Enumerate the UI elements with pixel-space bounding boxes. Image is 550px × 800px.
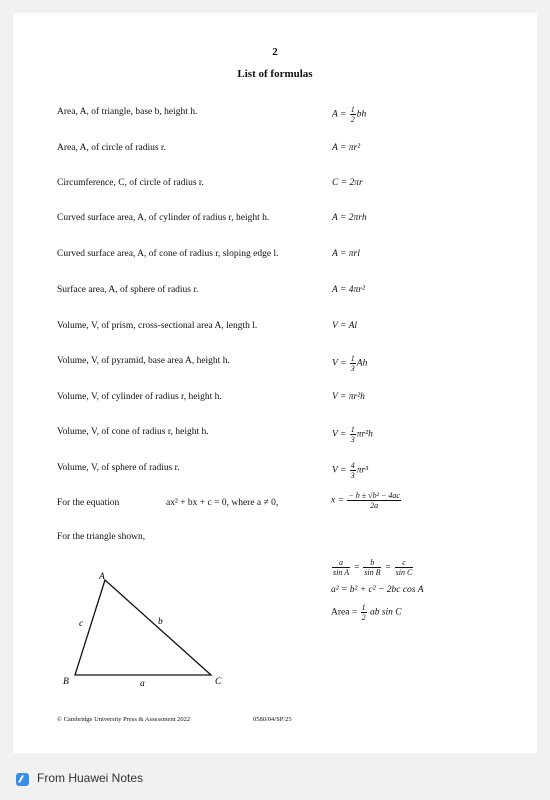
side-b-label: b xyxy=(158,617,163,627)
sine-rule-den-b: sin B xyxy=(364,568,381,577)
side-c-label: c xyxy=(79,619,84,629)
formula-lhs: V = xyxy=(332,465,347,476)
fraction-numerator: 1 xyxy=(350,425,355,434)
notes-icon xyxy=(16,773,29,786)
formula-expression xyxy=(332,354,367,373)
document-code: 0580/04/SP/25 xyxy=(253,716,292,723)
formula-lhs: C = 2πr xyxy=(332,178,363,188)
equation-label: For the equation xyxy=(57,498,120,508)
formula-expression xyxy=(332,105,366,124)
formula-fraction xyxy=(350,425,356,444)
vertex-c-label: C xyxy=(215,677,222,687)
formula-row xyxy=(57,461,527,481)
formula-expression xyxy=(332,176,363,190)
quadratic-fraction xyxy=(347,491,401,510)
formula-rhs: πr²h xyxy=(356,429,373,440)
fraction-numerator: 1 xyxy=(350,354,355,363)
fraction-denominator: 3 xyxy=(350,435,355,444)
sine-rule-num-c: c xyxy=(395,558,414,568)
source-bar xyxy=(0,753,550,800)
formula-row xyxy=(57,105,527,125)
fraction-numerator: 4 xyxy=(350,461,355,470)
fraction-numerator: 1 xyxy=(350,105,355,114)
formula-rhs: bh xyxy=(356,109,367,120)
triangle-formulas xyxy=(331,558,424,630)
formula-row xyxy=(57,247,527,267)
page-title: List of formulas xyxy=(237,68,313,80)
area-denominator: 2 xyxy=(361,613,366,622)
sine-rule-num-b: b xyxy=(363,558,381,568)
formula-lhs: V = xyxy=(332,358,347,369)
formula-description: Volume, V, of sphere of radius r. xyxy=(57,463,180,473)
formula-row xyxy=(57,176,527,196)
formula-expression xyxy=(332,283,365,297)
formula-lhs: V = πr²h xyxy=(332,392,365,402)
page-number: 2 xyxy=(272,46,278,58)
formula-row xyxy=(57,283,527,303)
formula-fraction xyxy=(350,105,356,124)
formula-expression xyxy=(332,390,365,404)
formula-expression xyxy=(332,425,373,444)
source-text: From Huawei Notes xyxy=(37,771,144,785)
formula-description: Volume, V, of prism, cross-sectional area A, length l. xyxy=(57,321,258,331)
copyright-text: © Cambridge University Press & Assessment 2022 xyxy=(57,716,191,723)
area-rhs: ab sin C xyxy=(369,607,402,618)
formula-row xyxy=(57,141,527,161)
sine-rule: $\frac{a}{\text{sin A}}$ = $\frac{b}{\text{sin B}}$ = $\frac{c}{\text{sin C}}$ xyxy=(333,558,413,577)
equation-condition: ax² + bx + c = 0, where a ≠ 0, xyxy=(166,498,279,508)
formula-fraction xyxy=(350,354,356,373)
fraction-denominator: 3 xyxy=(350,364,355,373)
formula-lhs: A = πrl xyxy=(332,249,360,259)
formula-description: Area, A, of circle of radius r. xyxy=(57,143,166,153)
formula-description: Curved surface area, A, of cone of radius r, sloping edge l. xyxy=(57,249,279,259)
vertex-b-label: B xyxy=(63,677,69,687)
formula-description: Surface area, A, of sphere of radius r. xyxy=(57,285,199,295)
formula-fraction xyxy=(350,461,356,480)
formula-description: Volume, V, of pyramid, base area A, height h. xyxy=(57,356,230,366)
formula-lhs: A = 4πr² xyxy=(332,285,365,295)
formula-expression xyxy=(332,247,360,261)
triangle-diagram xyxy=(53,553,253,693)
fraction-denominator: 3 xyxy=(350,471,355,480)
formula-description: Volume, V, of cone of radius r, height h. xyxy=(57,427,209,437)
formula-lhs: V = xyxy=(332,429,347,440)
sine-rule-num-a: a xyxy=(332,558,350,568)
cosine-rule: a² = b² + c² − 2bc cos A xyxy=(331,585,424,595)
area-lhs: Area = xyxy=(331,607,358,618)
formula-expression xyxy=(332,319,357,333)
formula-expression xyxy=(332,141,360,155)
quadratic-denominator: 2a xyxy=(370,501,379,510)
formula-description: Volume, V, of cylinder of radius r, height h. xyxy=(57,392,222,402)
formula-lhs: A = πr² xyxy=(332,143,361,153)
formula-lhs: A = xyxy=(332,109,347,120)
quadratic-numerator: − b ± √b² − 4ac xyxy=(348,491,400,500)
side-a-label: a xyxy=(140,679,145,689)
quadratic-formula xyxy=(331,491,402,510)
formula-description: Area, A, of triangle, base b, height h. xyxy=(57,107,198,117)
sine-rule-den-c: sin C xyxy=(395,568,413,577)
area-formula xyxy=(331,603,424,622)
quadratic-lhs: x = xyxy=(331,495,345,506)
formula-rhs: Ah xyxy=(356,358,368,369)
formula-row xyxy=(57,354,527,374)
document-page xyxy=(13,13,537,753)
formula-description: Circumference, C, of circle of radius r. xyxy=(57,178,204,188)
formula-expression xyxy=(332,461,368,480)
formula-expression xyxy=(332,211,367,225)
formula-row xyxy=(57,211,527,231)
triangle-label: For the triangle shown, xyxy=(57,532,146,542)
formula-row xyxy=(57,390,527,410)
formula-lhs: A = 2πrh xyxy=(332,213,367,223)
formula-rhs: πr³ xyxy=(356,465,369,476)
area-numerator: 1 xyxy=(361,603,366,612)
formula-row xyxy=(57,425,527,445)
sine-rule-den-a: sin A xyxy=(333,568,350,577)
formula-description: Curved surface area, A, of cylinder of radius r, height h. xyxy=(57,213,270,223)
fraction-denominator: 2 xyxy=(350,115,355,124)
triangle-shape xyxy=(75,580,211,675)
vertex-a-label: A xyxy=(99,572,105,582)
formula-row xyxy=(57,319,527,339)
formula-lhs: V = Al xyxy=(332,321,358,331)
